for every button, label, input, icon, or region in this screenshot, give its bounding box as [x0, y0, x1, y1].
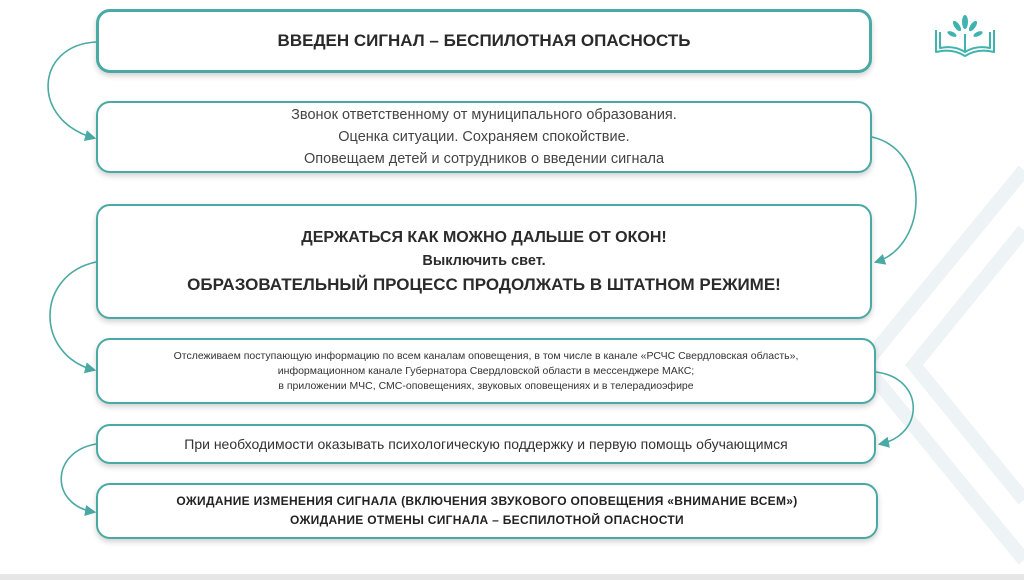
- step-6-line-1: ОЖИДАНИЕ ИЗМЕНЕНИЯ СИГНАЛА (ВКЛЮЧЕНИЯ ЗВУКОВОГО ОПОВЕЩЕНИЯ «ВНИМАНИЕ ВСЕМ»): [176, 494, 798, 508]
- step-4-line-1: Отслеживаем поступающую информацию по всем каналам оповещения, в том числе в канале «РСЧС Свердловская область»,: [173, 349, 799, 362]
- step-3-line-1: ДЕРЖАТЬСЯ КАК МОЖНО ДАЛЬШЕ ОТ ОКОН!: [301, 228, 667, 246]
- step-2-call-box: [96, 101, 872, 173]
- connector-5-6: [61, 444, 96, 512]
- step-2-line-1: Звонок ответственному от муниципального образования.: [291, 107, 677, 123]
- step-6-line-2: ОЖИДАНИЕ ОТМЕНЫ СИГНАЛА – БЕСПИЛОТНОЙ ОПАСНОСТИ: [290, 513, 684, 527]
- step-5-support-box: [96, 424, 876, 464]
- open-book-tree-icon: [930, 12, 1000, 62]
- step-4-line-2: информационном канале Губернатора Свердловской области в мессенджере МАКС;: [277, 364, 695, 377]
- step-2-line-3: Оповещаем детей и сотрудников о введении сигнала: [303, 151, 665, 167]
- connector-4-5: [876, 372, 913, 444]
- step-1-signal-box: [96, 9, 872, 73]
- step-3-windows-box: [96, 204, 872, 319]
- bottom-bar: [0, 574, 1024, 580]
- connector-2-3: [872, 137, 916, 262]
- step-4-line-3: в приложении МЧС, СМС-оповещениях, звуковых оповещениях и в телерадиоэфире: [278, 379, 694, 392]
- step-1-line-1: ВВЕДЕН СИГНАЛ – БЕСПИЛОТНАЯ ОПАСНОСТЬ: [277, 31, 691, 50]
- step-3-line-3: ОБРАЗОВАТЕЛЬНЫЙ ПРОЦЕСС ПРОДОЛЖАТЬ В ШТАТНОМ РЕЖИМЕ!: [187, 274, 781, 294]
- step-3-line-2: Выключить свет.: [422, 252, 546, 269]
- step-2-line-2: Оценка ситуации. Сохраняем спокойствие.: [338, 129, 630, 145]
- step-5-line-1: При необходимости оказывать психологическую поддержку и первую помощь обучающимся: [184, 436, 788, 452]
- connector-1-2: [48, 42, 96, 138]
- step-6-waiting-box: [96, 483, 878, 539]
- connector-3-4: [50, 262, 96, 370]
- step-4-monitoring-box: [96, 338, 876, 404]
